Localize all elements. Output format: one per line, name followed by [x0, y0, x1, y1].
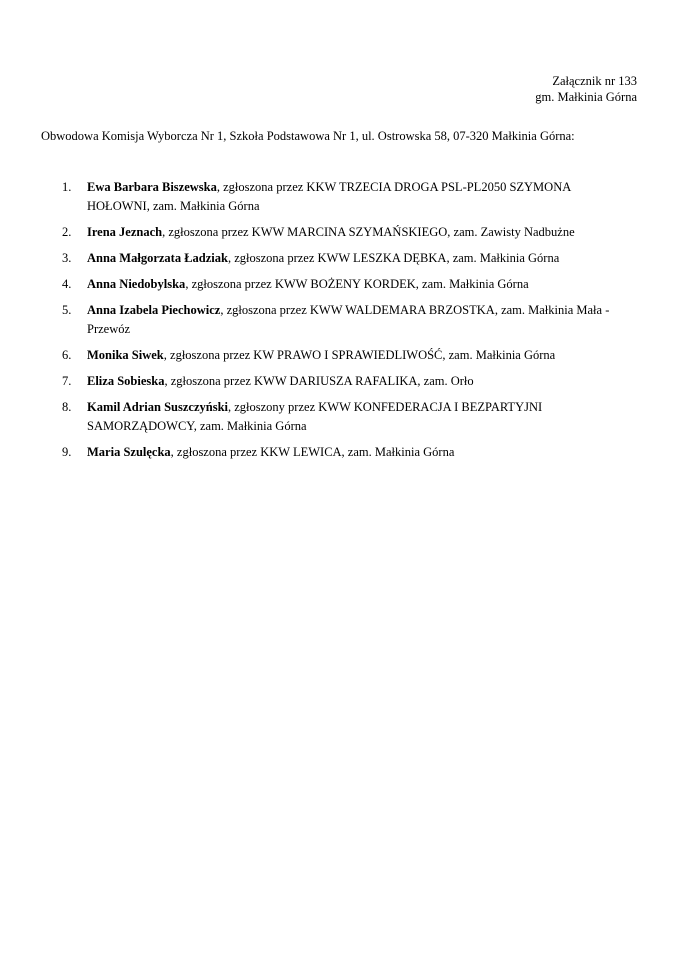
list-item	[62, 398, 632, 436]
member-details: , zgłoszona przez KWW DARIUSZA RAFALIKA, zam. Orło	[164, 374, 474, 388]
commission-description: Obwodowa Komisja Wyborcza Nr 1, Szkoła Podstawowa Nr 1, ul. Ostrowska 58, 07-320 Małkinia Górna:	[41, 129, 575, 143]
item-number: 4.	[62, 277, 72, 291]
list-item	[62, 178, 632, 216]
member-name: Monika Siwek	[87, 348, 164, 362]
member-details: , zgłoszona przez KKW TRZECIA DROGA PSL-PL2050 SZYMONA HOŁOWNI, zam. Małkinia Górna	[87, 180, 571, 213]
member-name: Anna Niedobylska	[87, 277, 186, 291]
item-number: 7.	[62, 374, 72, 388]
list-item	[62, 301, 632, 339]
list-item	[62, 249, 632, 268]
member-details: , zgłoszona przez KWW BOŻENY KORDEK, zam. Małkinia Górna	[185, 277, 529, 291]
member-name: Ewa Barbara Biszewska	[87, 180, 217, 194]
list-item	[62, 275, 632, 294]
item-number: 6.	[62, 348, 72, 362]
document-header	[535, 73, 637, 105]
member-details: , zgłoszony przez KWW KONFEDERACJA I BEZPARTYJNI SAMORZĄDOWCY, zam. Małkinia Górna	[87, 400, 543, 433]
item-number: 3.	[62, 251, 72, 265]
item-number: 9.	[62, 445, 72, 459]
member-details: , zgłoszona przez KWW MARCINA SZYMAŃSKIEGO, zam. Zawisty Nadbużne	[162, 225, 575, 239]
member-details: , zgłoszona przez KWW LESZKA DĘBKA, zam. Małkinia Górna	[227, 251, 560, 265]
member-name: Eliza Sobieska	[87, 374, 165, 388]
item-number: 1.	[62, 180, 72, 194]
list-item	[62, 223, 632, 242]
item-number: 8.	[62, 400, 72, 414]
list-item	[62, 443, 632, 462]
member-name: Anna Małgorzata Ładziak	[87, 251, 228, 265]
member-name: Maria Szulęcka	[87, 445, 171, 459]
member-name: Anna Izabela Piechowicz	[87, 303, 221, 317]
member-details: , zgłoszona przez KKW LEWICA, zam. Małkinia Górna	[170, 445, 455, 459]
list-item	[62, 372, 632, 391]
member-list	[62, 178, 632, 469]
item-number: 5.	[62, 303, 72, 317]
municipality: gm. Małkinia Górna	[535, 90, 637, 104]
list-item	[62, 346, 632, 365]
member-details: , zgłoszona przez KW PRAWO I SPRAWIEDLIWOŚĆ, zam. Małkinia Górna	[163, 348, 556, 362]
attachment-number: Załącznik nr 133	[552, 74, 637, 88]
member-name: Kamil Adrian Suszczyński	[87, 400, 228, 414]
member-name: Irena Jeznach	[87, 225, 163, 239]
member-details: , zgłoszona przez KWW WALDEMARA BRZOSTKA, zam. Małkinia Mała - Przewóz	[87, 303, 610, 336]
item-number: 2.	[62, 225, 72, 239]
